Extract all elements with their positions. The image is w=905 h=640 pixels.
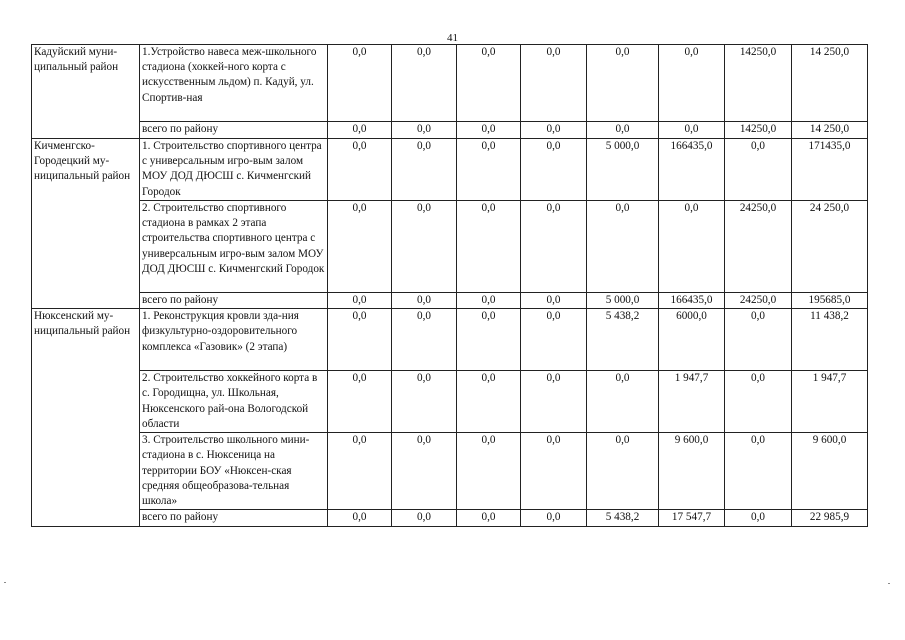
total-value-cell: 0,0 [392,293,457,309]
total-value-cell: 0,0 [521,510,587,527]
value-cell: 0,0 [328,309,392,371]
total-value-cell: 5 438,2 [587,510,659,527]
value-cell: 0,0 [587,433,659,510]
value-cell: 0,0 [725,371,792,433]
value-cell: 0,0 [392,201,457,293]
project-description-cell: 1.Устройство навеса меж-школьного стадиона (хоккей-ного корта с искусственным льдом) п. Кадуй, ул. Спортив-ная [140,45,328,122]
table-row [32,433,868,510]
total-label-cell: всего по району [140,122,328,139]
project-description-cell: 2. Строительство спортивного стадиона в рамках 2 этапа строительства спортивного центра с универсальным игро-вым залом МОУ ДОД ДЮСШ с. Кичменгский Городок [140,201,328,293]
district-name-cell: Кичменгско-Городецкий му-ниципальный район [32,139,140,309]
district-name-cell: Кадуйский муни-ципальный район [32,45,140,139]
value-cell: 0,0 [587,371,659,433]
total-value-cell: 0,0 [392,122,457,139]
value-cell: 24 250,0 [792,201,868,293]
total-value-cell: 0,0 [521,122,587,139]
total-value-cell: 195685,0 [792,293,868,309]
value-cell: 0,0 [587,201,659,293]
value-cell: 0,0 [725,139,792,201]
page-number: 41 [447,32,458,44]
project-description-cell: 2. Строительство хоккейного корта в с. Городищна, ул. Школьная, Нюксенского рай-она Вологодской области [140,371,328,433]
total-value-cell: 0,0 [457,293,521,309]
total-value-cell: 24250,0 [725,293,792,309]
value-cell: 0,0 [328,201,392,293]
value-cell: 6000,0 [659,309,725,371]
value-cell: 0,0 [392,371,457,433]
total-label-cell: всего по району [140,293,328,309]
total-value-cell: 5 000,0 [587,293,659,309]
value-cell: 0,0 [521,371,587,433]
value-cell: 0,0 [521,139,587,201]
project-description-cell: 1. Реконструкция кровли зда-ния физкультурно-оздоровительного комплекса «Газовик» (2 этапа) [140,309,328,371]
value-cell: 1 947,7 [792,371,868,433]
value-cell: 166435,0 [659,139,725,201]
project-description-cell: 1. Строительство спортивного центра с универсальным игро-вым залом МОУ ДОД ДЮСШ с. Кичменгский Городок [140,139,328,201]
total-value-cell: 0,0 [328,122,392,139]
total-value-cell: 166435,0 [659,293,725,309]
value-cell: 0,0 [457,371,521,433]
total-value-cell: 17 547,7 [659,510,725,527]
value-cell: 0,0 [521,309,587,371]
value-cell: 1 947,7 [659,371,725,433]
value-cell: 0,0 [392,309,457,371]
total-value-cell: 0,0 [392,510,457,527]
value-cell: 0,0 [328,433,392,510]
value-cell: 0,0 [659,45,725,122]
value-cell: 0,0 [587,45,659,122]
project-description-cell: 3. Строительство школьного мини-стадиона в с. Нюксеница на территории БОУ «Нюксен-ская средняя общеобразова-тельная школа» [140,433,328,510]
value-cell: 9 600,0 [792,433,868,510]
district-name-cell: Нюксенский му-ниципальный район [32,309,140,527]
table-row [32,201,868,293]
value-cell: 0,0 [328,371,392,433]
value-cell: 0,0 [457,45,521,122]
table-row [32,139,868,201]
value-cell: 5 438,2 [587,309,659,371]
value-cell: 0,0 [521,201,587,293]
value-cell: 11 438,2 [792,309,868,371]
total-value-cell: 0,0 [457,510,521,527]
funding-table [31,44,868,527]
value-cell: 0,0 [457,309,521,371]
value-cell: 0,0 [725,309,792,371]
value-cell: 0,0 [328,139,392,201]
scan-speck [4,582,6,583]
table-row [32,371,868,433]
table-row [32,309,868,371]
value-cell: 9 600,0 [659,433,725,510]
total-value-cell: 0,0 [521,293,587,309]
value-cell: 14 250,0 [792,45,868,122]
value-cell: 0,0 [659,201,725,293]
value-cell: 0,0 [521,433,587,510]
value-cell: 0,0 [328,45,392,122]
value-cell: 0,0 [521,45,587,122]
value-cell: 171435,0 [792,139,868,201]
total-label-cell: всего по району [140,510,328,527]
value-cell: 0,0 [457,201,521,293]
value-cell: 0,0 [457,139,521,201]
value-cell: 0,0 [392,45,457,122]
value-cell: 0,0 [392,433,457,510]
value-cell: 0,0 [725,433,792,510]
total-value-cell: 0,0 [659,122,725,139]
value-cell: 24250,0 [725,201,792,293]
total-value-cell: 0,0 [725,510,792,527]
total-row [32,122,868,139]
total-value-cell: 22 985,9 [792,510,868,527]
total-row [32,293,868,309]
table-row [32,45,868,122]
total-value-cell: 0,0 [587,122,659,139]
total-value-cell: 0,0 [328,293,392,309]
total-value-cell: 14 250,0 [792,122,868,139]
value-cell: 0,0 [457,433,521,510]
value-cell: 5 000,0 [587,139,659,201]
total-value-cell: 0,0 [328,510,392,527]
total-value-cell: 14250,0 [725,122,792,139]
total-row [32,510,868,527]
value-cell: 14250,0 [725,45,792,122]
value-cell: 0,0 [392,139,457,201]
total-value-cell: 0,0 [457,122,521,139]
scan-speck [888,583,890,584]
